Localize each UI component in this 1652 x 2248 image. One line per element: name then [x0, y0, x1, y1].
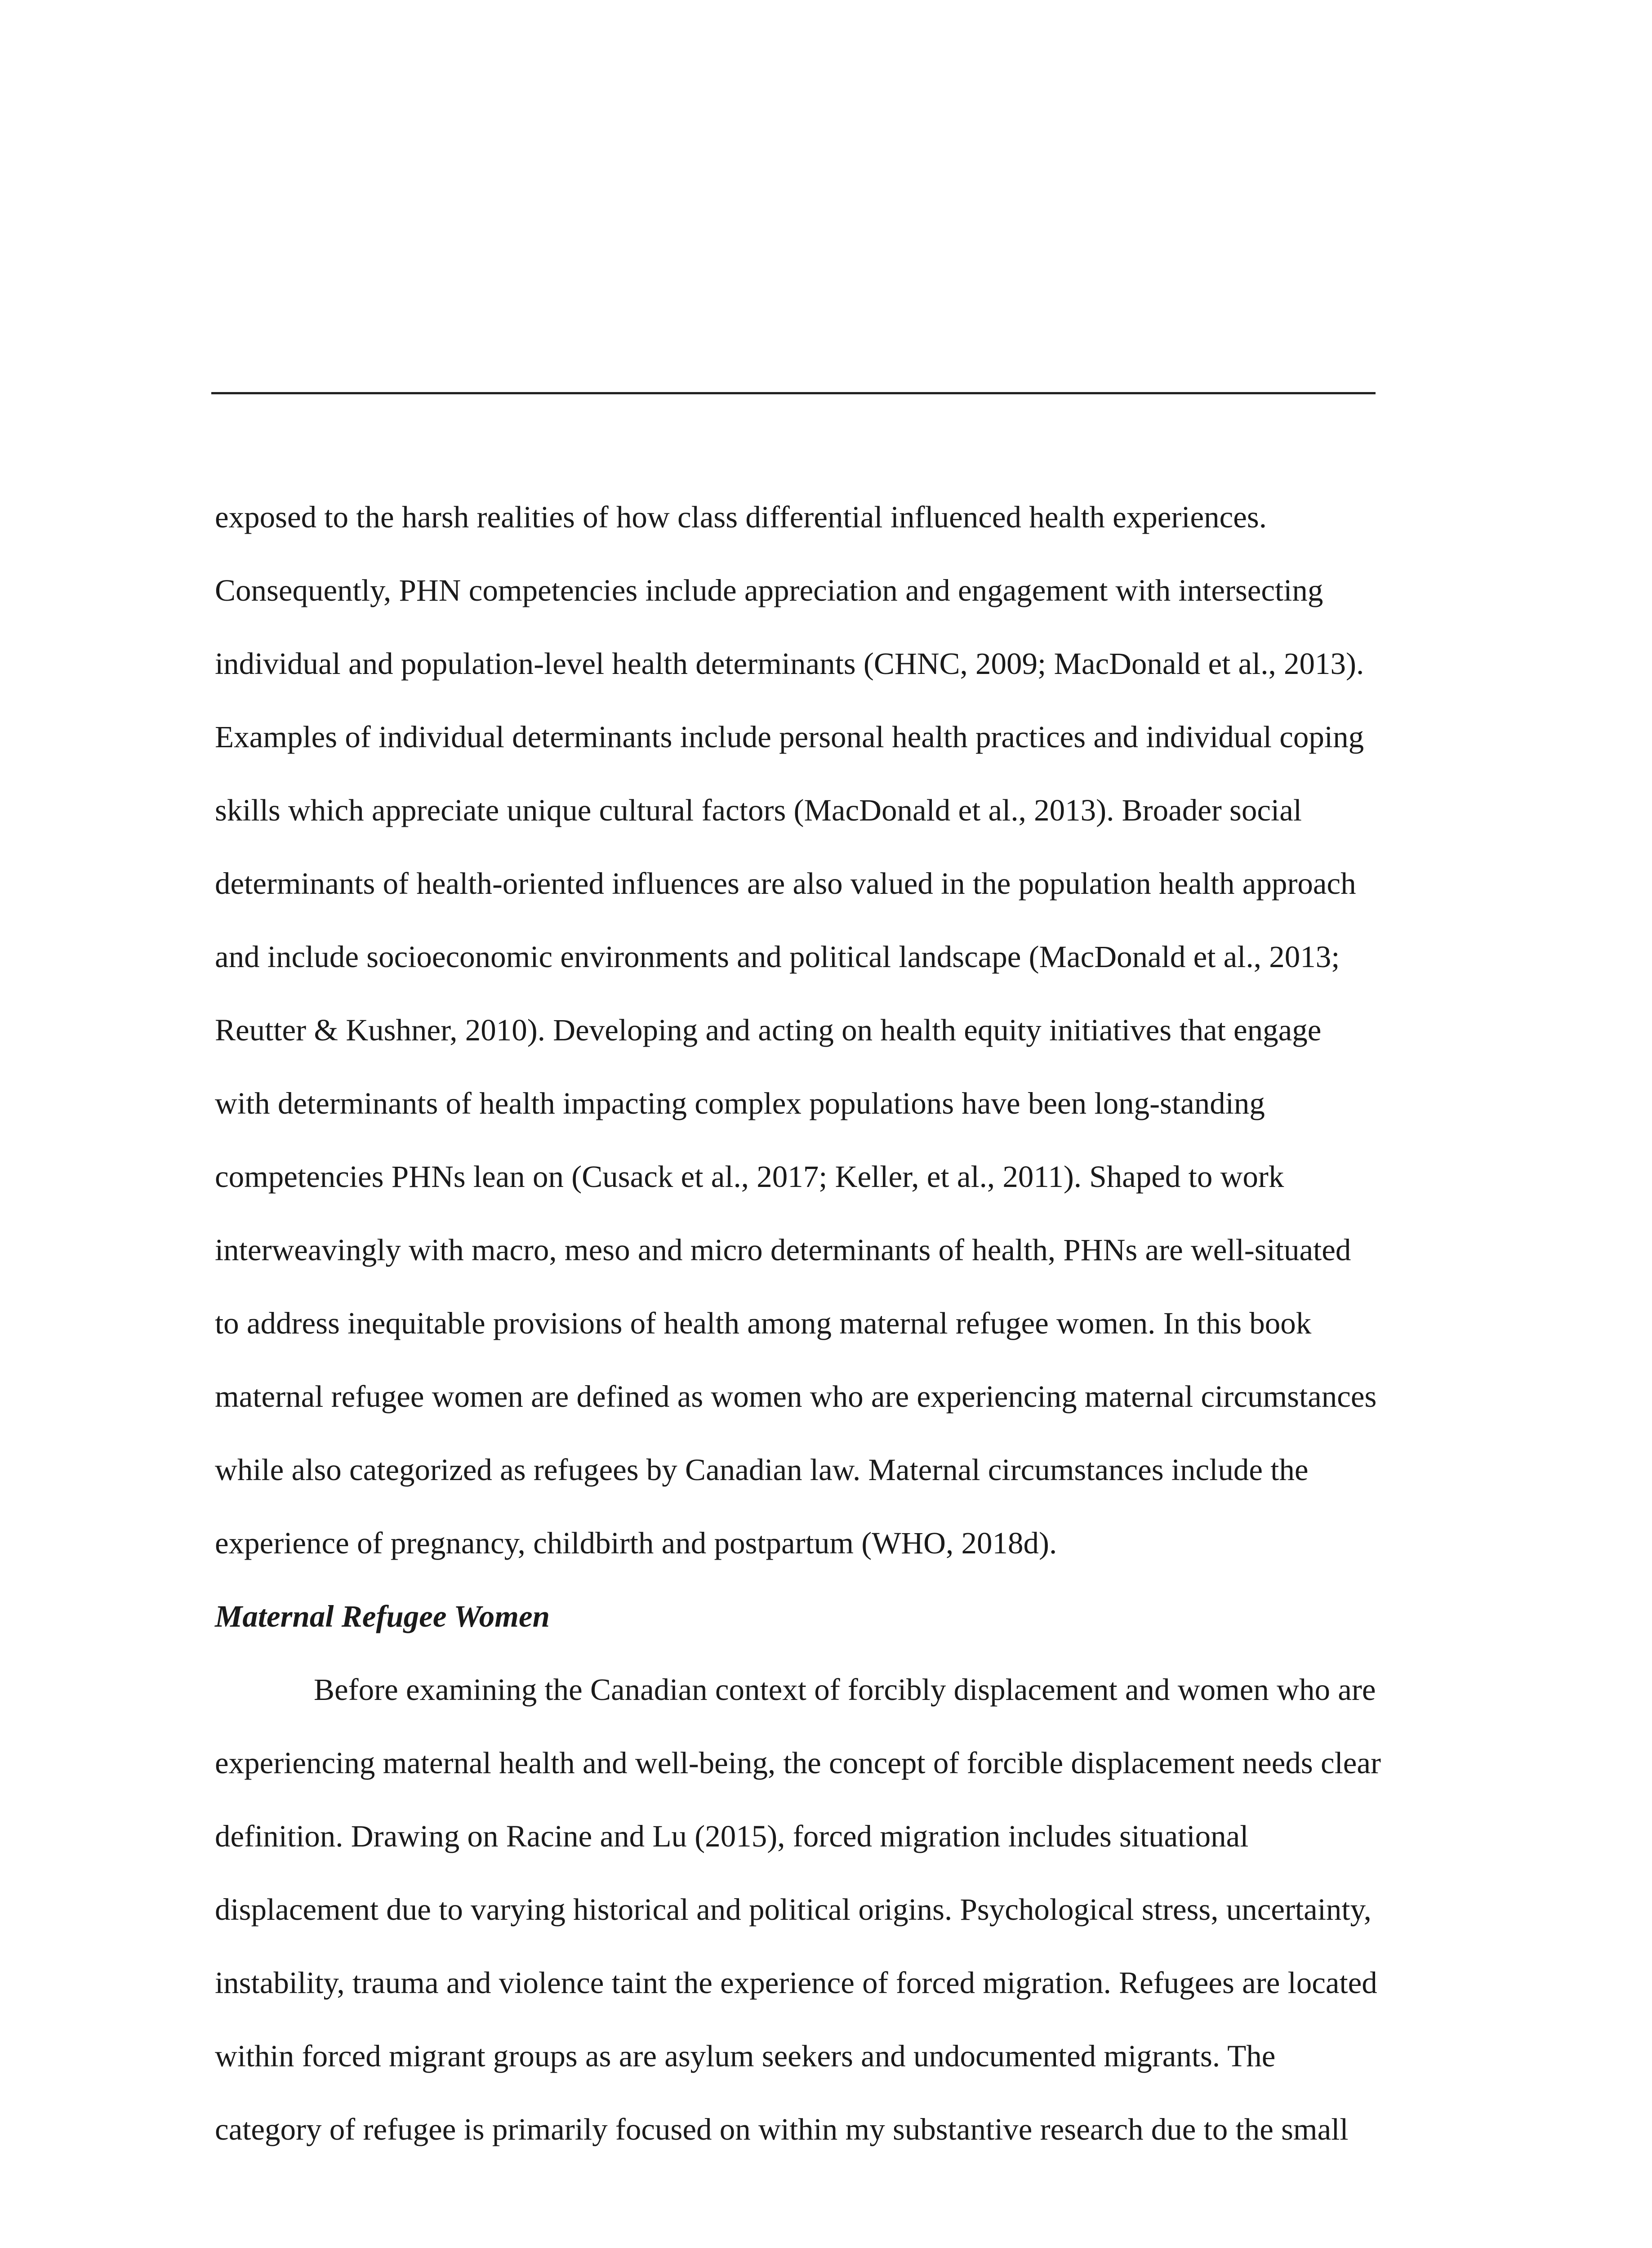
body-line: individual and population-level health determinants (CHNC, 2009; MacDonald et al., 2013).	[215, 647, 1364, 681]
body-text	[215, 495, 1447, 2180]
body-line: interweavingly with macro, meso and micro determinants of health, PHNs are well-situated	[215, 1233, 1351, 1267]
body-line: Reutter & Kushner, 2010). Developing and acting on health equity initiatives that engage	[215, 1013, 1322, 1047]
section-line: instability, trauma and violence taint the experience of forced migration. Refugees are located	[215, 1966, 1377, 2000]
body-line: and include socioeconomic environments and political landscape (MacDonald et al., 2013;	[215, 940, 1340, 974]
section-line: definition. Drawing on Racine and Lu (2015), forced migration includes situational	[215, 1819, 1249, 1853]
section-line: displacement due to varying historical and political origins. Psychological stress, uncertainty,	[215, 1892, 1371, 1927]
body-line: maternal refugee women are defined as women who are experiencing maternal circumstances	[215, 1379, 1377, 1414]
body-line: skills which appreciate unique cultural factors (MacDonald et al., 2013). Broader social	[215, 793, 1302, 827]
section-line: Before examining the Canadian context of forcibly displacement and women who are	[314, 1673, 1376, 1707]
body-line: experience of pregnancy, childbirth and postpartum (WHO, 2018d).	[215, 1526, 1057, 1560]
body-line: exposed to the harsh realities of how class differential influenced health experiences.	[215, 500, 1267, 534]
section-line: experiencing maternal health and well-being, the concept of forcible displacement needs clear	[215, 1746, 1381, 1780]
body-line: Examples of individual determinants include personal health practices and individual coping	[215, 720, 1364, 754]
section-heading: Maternal Refugee Women	[215, 1599, 550, 1633]
body-line: to address inequitable provisions of health among maternal refugee women. In this book	[215, 1306, 1312, 1340]
section-line: within forced migrant groups as are asylum seekers and undocumented migrants. The	[215, 2039, 1276, 2073]
body-line: Consequently, PHN competencies include appreciation and engagement with intersecting	[215, 573, 1323, 607]
section-line: category of refugee is primarily focused on within my substantive research due to the small	[215, 2112, 1349, 2146]
body-line: while also categorized as refugees by Canadian law. Maternal circumstances include the	[215, 1453, 1309, 1487]
body-line: competencies PHNs lean on (Cusack et al., 2017; Keller, et al., 2011). Shaped to work	[215, 1160, 1284, 1194]
body-line: determinants of health-oriented influences are also valued in the population health approach	[215, 866, 1356, 901]
header-rule	[211, 392, 1376, 394]
body-line: with determinants of health impacting complex populations have been long-standing	[215, 1086, 1265, 1120]
